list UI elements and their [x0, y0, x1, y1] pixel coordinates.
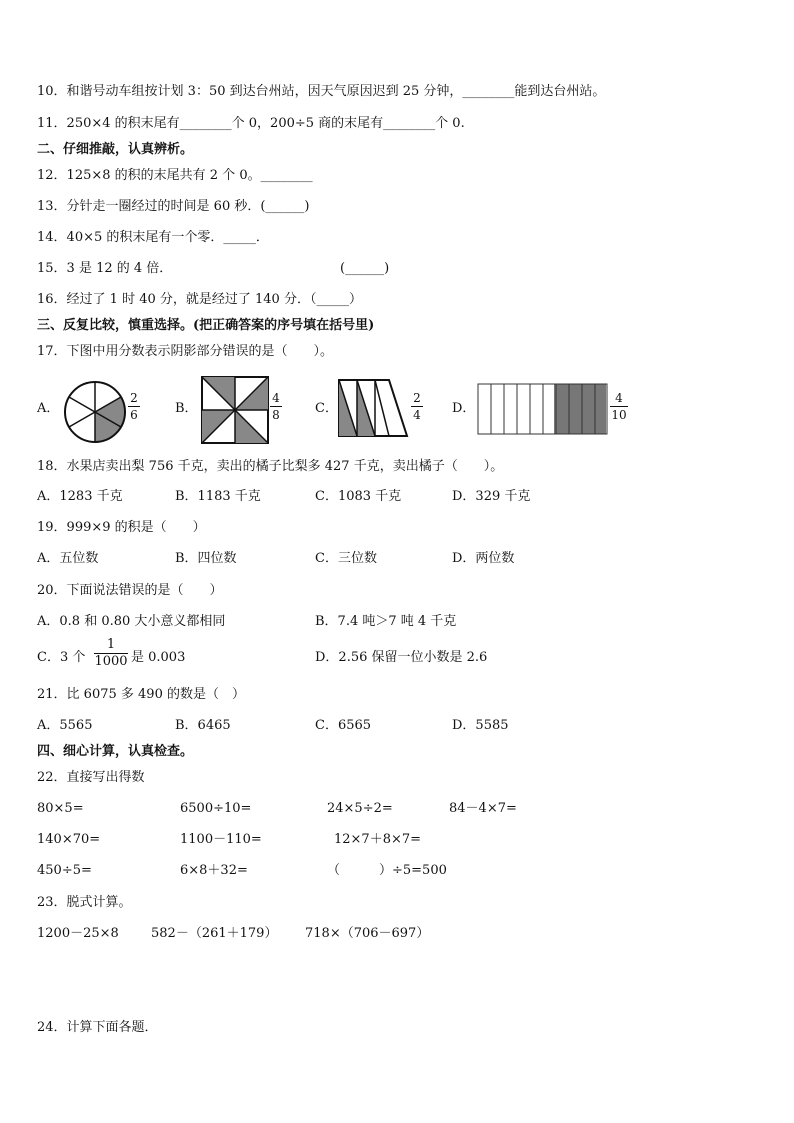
q21-option-d: D．5585 [452, 718, 509, 733]
q22-item: 450÷5= [37, 863, 92, 878]
q18-option-a: A．1283 千克 [37, 489, 123, 504]
q17-fraction-d [610, 391, 628, 422]
q19-option-c: C．三位数 [315, 551, 377, 566]
q22-item: 1100－110= [180, 832, 262, 847]
q22-item: 24×5÷2= [327, 801, 393, 816]
q18-option-d: D．329 千克 [452, 489, 531, 504]
q17-strip-figure [477, 383, 609, 435]
question-10: 10．和谐号动车组按计划 3：50 到达台州站，因天气原因迟到 25 分钟，________能到达台州站。 [37, 84, 606, 99]
q22-item: 80×5= [37, 801, 84, 816]
q22-item: （ ）÷5=500 [327, 863, 447, 878]
fraction-denominator: 8 [272, 408, 280, 422]
question-13: 13．分针走一圈经过的时间是 60 秒．(______) [37, 199, 310, 214]
q20-option-c-prefix: C．3 个 [37, 650, 86, 665]
question-24: 24．计算下面各题． [37, 1020, 158, 1035]
q20-option-d: D．2.56 保留一位小数是 2.6 [315, 650, 488, 665]
q22-item: 12×7＋8×7= [334, 832, 422, 847]
fraction-numerator: 4 [272, 391, 280, 405]
q23-item: 718×（706－697） [305, 926, 430, 941]
q19-option-a: A．五位数 [37, 551, 99, 566]
q20-option-b: B．7.4 吨＞7 吨 4 千克 [315, 614, 457, 629]
q21-option-c: C．6565 [315, 718, 372, 733]
q17-option-c-label: C． [315, 401, 338, 416]
q22-item: 6×8＋32= [180, 863, 248, 878]
q17-square-figure [201, 376, 269, 444]
q17-option-a-label: A． [37, 401, 60, 416]
question-14: 14．40×5 的积末尾有一个零．_____． [37, 230, 269, 245]
section-2-heading: 二、仔细推敲，认真辨析。 [37, 142, 194, 157]
question-12: 12．125×8 的积的末尾共有 2 个 0。________ [37, 168, 313, 183]
q17-option-d-label: D． [452, 401, 476, 416]
q22-item: 84－4×7= [449, 801, 517, 816]
question-18: 18．水果店卖出梨 756 千克，卖出的橘子比梨多 427 千克，卖出橘子（ ）。 [37, 459, 504, 474]
question-17: 17．下图中用分数表示阴影部分错误的是（ ）。 [37, 344, 334, 359]
q20-option-a: A．0.8 和 0.80 大小意义都相同 [37, 614, 226, 629]
q18-option-c: C．1083 千克 [315, 489, 402, 504]
question-15: 15．3 是 12 的 4 倍． [37, 261, 173, 276]
section-4-heading: 四、细心计算，认真检查。 [37, 744, 194, 759]
q23-item: 582－（261＋179） [151, 926, 278, 941]
question-11: 11．250×4 的积末尾有________个 0，200÷5 商的末尾有________个 0. [37, 116, 465, 131]
q19-option-d: D．两位数 [452, 551, 515, 566]
q21-option-a: A．5565 [37, 718, 93, 733]
q17-fraction-a [128, 391, 140, 422]
fraction-denominator: 4 [413, 408, 421, 422]
q21-option-b: B．6465 [175, 718, 231, 733]
question-19: 19．999×9 的积是（ ） [37, 520, 206, 535]
fraction-numerator: 2 [130, 391, 138, 405]
fraction-numerator: 2 [413, 391, 421, 405]
q18-option-b: B．1183 千克 [175, 489, 261, 504]
question-16: 16．经过了 1 时 40 分，就是经过了 140 分．（_____） [37, 292, 362, 307]
fraction-denominator: 1000 [94, 654, 128, 669]
q17-fraction-c [411, 391, 423, 422]
fraction-numerator: 1 [106, 637, 116, 652]
q22-item: 6500÷10= [180, 801, 252, 816]
q20-option-c-fraction [94, 638, 128, 669]
question-21: 21．比 6075 多 490 的数是（ ） [37, 687, 245, 702]
q20-option-c-suffix: 是 0.003 [131, 650, 186, 665]
q17-circle-figure [63, 380, 127, 444]
q23-item: 1200－25×8 [37, 926, 119, 941]
q19-option-b: B．四位数 [175, 551, 237, 566]
q17-option-b-label: B． [175, 401, 198, 416]
fraction-numerator: 4 [615, 391, 623, 405]
question-15-paren: (______) [340, 261, 390, 276]
section-3-heading: 三、反复比较，慎重选择。(把正确答案的序号填在括号里) [37, 318, 375, 333]
fraction-denominator: 6 [130, 408, 138, 422]
q17-parallelogram-figure [337, 378, 409, 438]
question-22: 22．直接写出得数 [37, 770, 145, 785]
q17-fraction-b [270, 391, 282, 422]
question-20: 20．下面说法错误的是（ ） [37, 583, 223, 598]
q22-item: 140×70= [37, 832, 101, 847]
question-23: 23．脱式计算。 [37, 895, 132, 910]
fraction-denominator: 10 [611, 408, 627, 422]
